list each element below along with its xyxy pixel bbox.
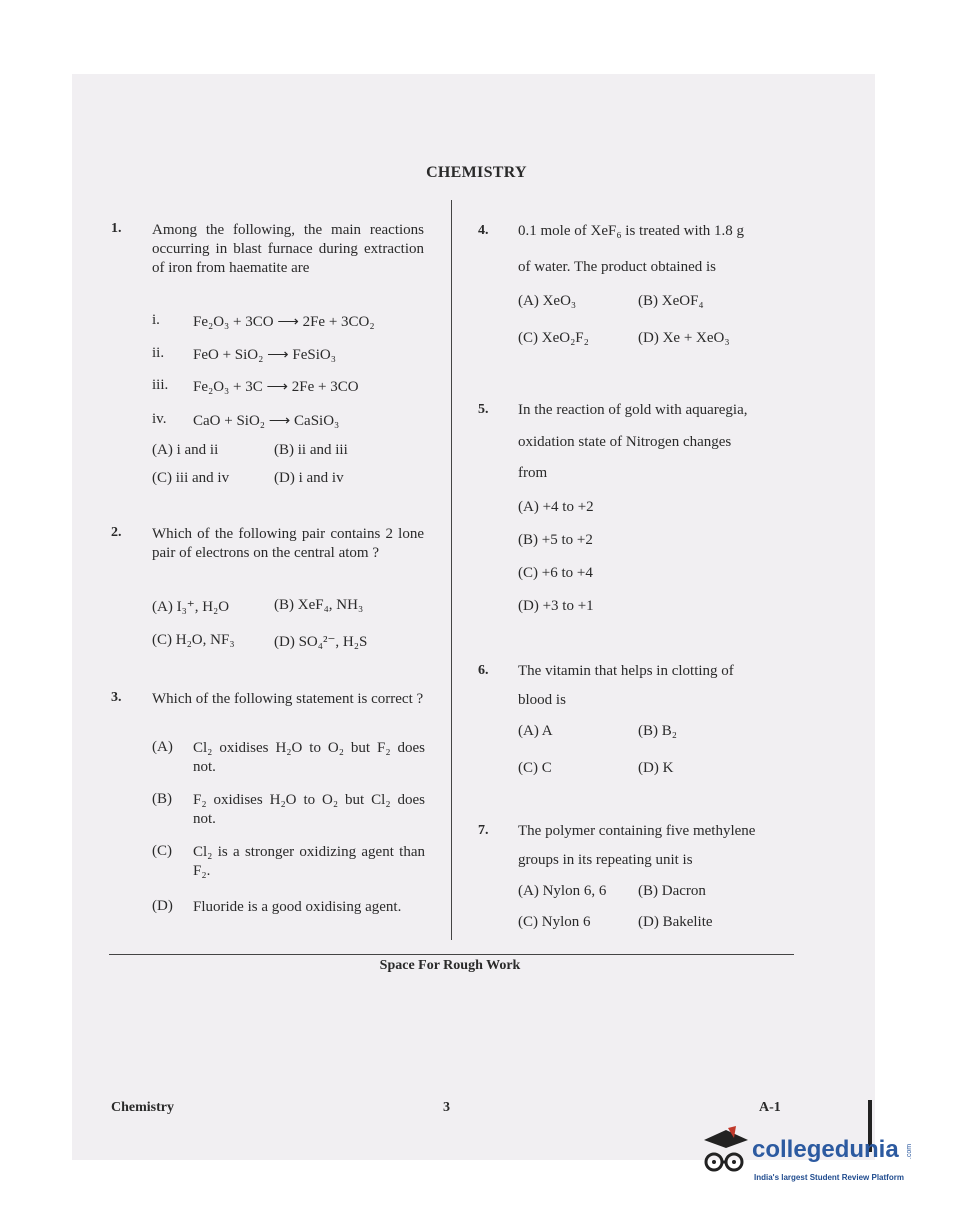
q2-option-b: (B) XeF₄, NH₃ — [274, 597, 364, 613]
q6-option-a: (A) A — [518, 723, 553, 739]
q6-option-c: (C) C — [518, 760, 552, 776]
q6-number: 6. — [478, 663, 489, 678]
q2-option-a: (A) I₃⁺, H₂O — [152, 599, 230, 615]
q5-line-1: In the reaction of gold with aquaregia, — [518, 402, 748, 418]
q1-reaction-label: ii. — [152, 345, 165, 361]
q5-line-3: from — [518, 465, 548, 481]
q4-option-a: (A) XeO₃ — [518, 293, 577, 309]
q7-option-a: (A) Nylon 6, 6 — [518, 883, 607, 899]
q3-option-d-label: (D) — [152, 898, 173, 914]
q3-option-c-label: (C) — [152, 843, 172, 859]
q5-option-d: (D) +3 to +1 — [518, 598, 594, 614]
q6-option-d: (D) K — [638, 760, 674, 776]
q2-option-c: (C) H₂O, NF₃ — [152, 632, 235, 648]
q3-option-b-label: (B) — [152, 791, 172, 807]
q3-option-a: Cl₂ oxidises H₂O to O₂ but F₂ does not. — [193, 740, 425, 775]
q7-option-b: (B) Dacron — [638, 883, 706, 899]
q3-option-a-label: (A) — [152, 739, 173, 755]
q5-option-b: (B) +5 to +2 — [518, 532, 593, 548]
q3-option-d: Fluoride is a good oxidising agent. — [193, 899, 402, 915]
q7-line-1: The polymer containing five methylene — [518, 823, 756, 839]
mascot-icon — [696, 1126, 752, 1186]
q7-line-2: groups in its repeating unit is — [518, 852, 693, 868]
q2-option-d: (D) SO₄²⁻, H₂S — [274, 634, 368, 650]
q1-reaction: FeO + SiO₂ ⟶ FeSiO₃ — [193, 347, 336, 363]
q2-text: Which of the following pair contains 2 lone pair of electrons on the central atom ? — [152, 526, 424, 561]
q5-number: 5. — [478, 402, 489, 417]
collegedunia-logo — [696, 1126, 926, 1196]
page-title: CHEMISTRY — [426, 164, 527, 181]
q4-option-b: (B) XeOF₄ — [638, 293, 704, 309]
q5-option-c: (C) +6 to +4 — [518, 565, 593, 581]
logo-tagline: India's largest Student Review Platform — [754, 1173, 904, 1182]
q6-line-1: The vitamin that helps in clotting of — [518, 663, 734, 679]
q4-line-2: of water. The product obtained is — [518, 259, 717, 275]
q1-text: Among the following, the main reactions occurring in blast furnace during extraction of iron from haematite are — [152, 222, 424, 276]
page-number: 3 — [443, 1100, 450, 1115]
q5-option-a: (A) +4 to +2 — [518, 499, 594, 515]
rough-work-label: Space For Rough Work — [379, 958, 521, 973]
q3-text: Which of the following statement is correct ? — [152, 691, 424, 707]
q3-number: 3. — [111, 690, 122, 705]
q1-option-b: (B) ii and iii — [274, 442, 348, 458]
q1-reaction-label: i. — [152, 312, 160, 328]
logo-wordmark: collegedunia — [752, 1136, 899, 1163]
q4-number: 4. — [478, 223, 489, 238]
q7-option-d: (D) Bakelite — [638, 914, 713, 930]
q2-number: 2. — [111, 525, 122, 540]
q1-reaction: Fe₂O₃ + 3CO ⟶ 2Fe + 3CO₂ — [193, 314, 375, 330]
q1-reaction: Fe₂O₃ + 3C ⟶ 2Fe + 3CO — [193, 379, 359, 395]
column-divider — [451, 200, 452, 940]
q7-option-c: (C) Nylon 6 — [518, 914, 591, 930]
footer-subject: Chemistry — [111, 1100, 174, 1115]
q7-number: 7. — [478, 823, 489, 838]
q4-option-c: (C) XeO₂F₂ — [518, 330, 589, 346]
q4-option-d: (D) Xe + XeO₃ — [638, 330, 730, 346]
q1-reaction-label: iii. — [152, 377, 169, 393]
q3-option-c: Cl₂ is a stronger oxidizing agent than F₂. — [193, 844, 425, 879]
paper-code: A-1 — [759, 1100, 781, 1115]
q1-reaction: CaO + SiO₂ ⟶ CaSiO₃ — [193, 413, 340, 429]
q1-option-d: (D) i and iv — [274, 470, 344, 486]
rough-work-rule — [109, 954, 794, 955]
q6-option-b: (B) B₂ — [638, 723, 677, 739]
q1-number: 1. — [111, 221, 122, 236]
q3-option-b: F₂ oxidises H₂O to O₂ but Cl₂ does not. — [193, 792, 425, 827]
q1-reaction-label: iv. — [152, 411, 167, 427]
q1-option-c: (C) iii and iv — [152, 470, 230, 486]
q1-option-a: (A) i and ii — [152, 442, 219, 458]
logo-com: .com — [906, 1143, 914, 1160]
q6-line-2: blood is — [518, 692, 566, 708]
q4-line-1: 0.1 mole of XeF₆ is treated with 1.8 g — [518, 223, 745, 239]
q5-line-2: oxidation state of Nitrogen changes — [518, 434, 732, 450]
